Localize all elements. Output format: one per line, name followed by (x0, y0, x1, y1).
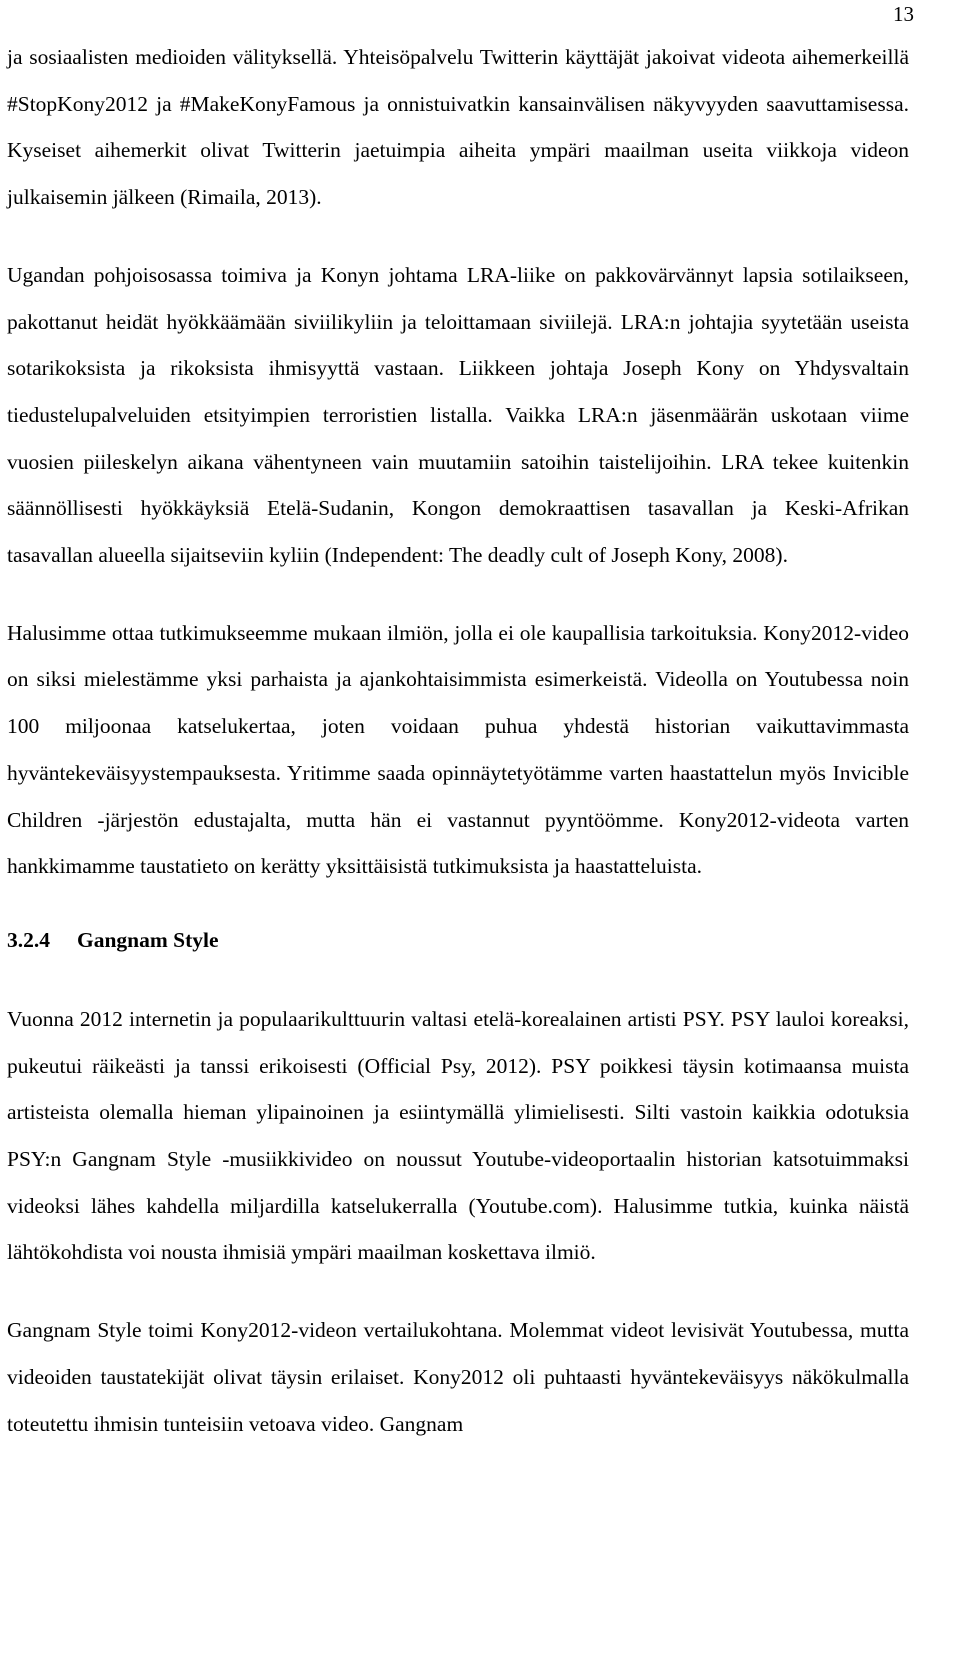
paragraph-comparison: Gangnam Style toimi Kony2012-videon vertailukohtana. Molemmat videot levisivät Youtubessa, mutta videoiden taustatekijät olivat täysin erilaiset. Kony2012 oli puhtaasti hyväntekeväisyys näkökulmalla toteutettu ihmisin tunteisiin vetoava video. Gangnam (7, 1318, 909, 1436)
section-number: 3.2.4 (7, 927, 50, 952)
paragraph-psy-gangnam-style: Vuonna 2012 internetin ja populaarikulttuurin valtasi etelä-korealainen artisti PSY. PSY lauloi koreaksi, pukeutui räikeästi ja tanssi erikoisesti (Official Psy, 2012). PSY poikkesi täysin kotimaansa muista artisteista olemalla hieman ylipainoinen ja esiintymällä ylimielisesti. Silti vastoin kaikkia odotuksia PSY:n Gangnam Style -musiikkivideo on noussut Youtube-videoportaalin historian katsotuimmaksi videoksi lähes kahdella miljardilla katselukerralla (Youtube.com). Halusimme tutkia, kuinka näistä lähtökohdista voi nousta ihmisiä ympäri maailman koskettava ilmiö. (7, 1006, 909, 1265)
document-body (7, 34, 909, 1447)
page-number: 13 (893, 2, 914, 26)
paragraph-kony-research-rationale: Halusimme ottaa tutkimukseemme mukaan ilmiön, jolla ei ole kaupallisia tarkoituksia. Kony2012-video on siksi mielestämme yksi parhaista ja ajankohtaisimmista esimerkeistä. Videolla on Youtubessa noin 100 miljoonaa katselukertaa, joten voidaan puhua yhdestä historian vaikuttavimmasta hyväntekeväisyystempauksesta. Yritimme saada opinnäytetyötämme varten haastattelun myös Invicible Children -järjestön edustajalta, mutta hän ei vastannut pyyntöömme. Kony2012-videota varten hankkimamme taustatieto on kerätty yksittäisistä tutkimuksista ja haastatteluista. (7, 620, 909, 879)
section-title: Gangnam Style (77, 927, 219, 952)
paragraph-twitter-hashtags: ja sosiaalisten medioiden välityksellä. Yhteisöpalvelu Twitterin käyttäjät jakoivat videota aihemerkeillä #StopKony2012 ja #MakeKonyFamous ja onnistuivatkin kansainvälisen näkyvyyden saavuttamisessa. Kyseiset aihemerkit olivat Twitterin jaetuimpia aiheita ympäri maailman useita viikkoja videon julkaisemin jälkeen (Rimaila, 2013). (7, 45, 909, 210)
section-heading (7, 917, 909, 963)
paragraph-lra-movement: Ugandan pohjoisosassa toimiva ja Konyn johtama LRA-liike on pakkovärvännyt lapsia sotilaikseen, pakottanut heidät hyökkäämään siviilikyliin ja teloittamaan siviilejä. LRA:n johtajia syytetään useista sotarikoksista ja rikoksista ihmisyyttä vastaan. Liikkeen johtaja Joseph Kony on Yhdysvaltain tiedustelupalveluiden etsityimpien terroristien listalla. Vaikka LRA:n jäsenmäärän uskotaan viime vuosien piileskelyn aikana vähentyneen vain muutamiin satoihin taistelijoihin. LRA tekee kuitenkin säännöllisesti hyökkäyksiä Etelä-Sudanin, Kongon demokraattisen tasavallan ja Keski-Afrikan tasavallan alueella sijaitseviin kyliin (Independent: The deadly cult of Joseph Kony, 2008). (7, 262, 909, 568)
